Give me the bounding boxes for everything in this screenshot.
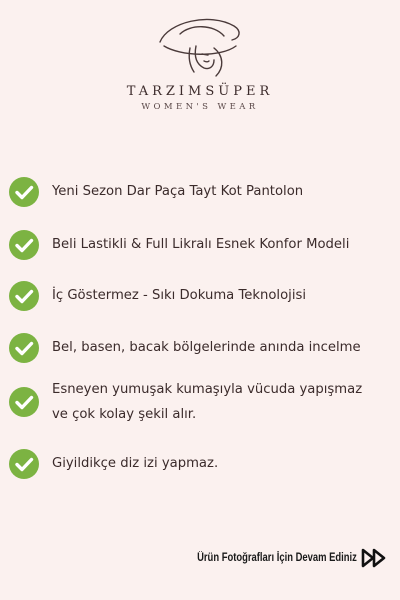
feature-text-line: ve çok kolay şekil alır. [52,407,197,422]
check-circle-icon [8,229,40,261]
check-circle-icon [8,332,40,364]
check-circle-icon [8,448,40,480]
feature-item [8,448,392,480]
feature-text: Yeni Sezon Dar Paça Tayt Kot Pantolon [52,184,304,199]
feature-text-line: Esneyen yumuşak kumaşıyla vücuda yapışmaz [52,382,363,397]
feature-text: İç Göstermez - Sıkı Dokuma Teknolojisi [52,288,307,303]
feature-text [52,377,362,427]
woman-hat-logo-icon [150,12,250,86]
feature-item [8,332,392,364]
check-circle-icon [8,386,40,418]
feature-text: Bel, basen, bacak bölgelerinde anında incelme [52,340,361,355]
continue-link-label: Ürün Fotoğrafları İçin Devam Ediniz [197,552,357,564]
feature-text: Giyildikçe diz izi yapmaz. [52,456,219,471]
feature-text: Beli Lastikli & Full Likralı Esnek Konfor Modeli [52,237,350,252]
continue-link[interactable] [162,548,387,568]
feature-item [8,280,392,312]
brand-name: TARZIMSÜPER [126,84,274,99]
feature-item [8,377,392,427]
check-circle-icon [8,176,40,208]
fast-forward-icon [361,548,387,568]
feature-item [8,176,392,208]
check-circle-icon [8,280,40,312]
brand-tagline: WOMEN'S WEAR [141,102,259,112]
feature-item [8,229,392,261]
